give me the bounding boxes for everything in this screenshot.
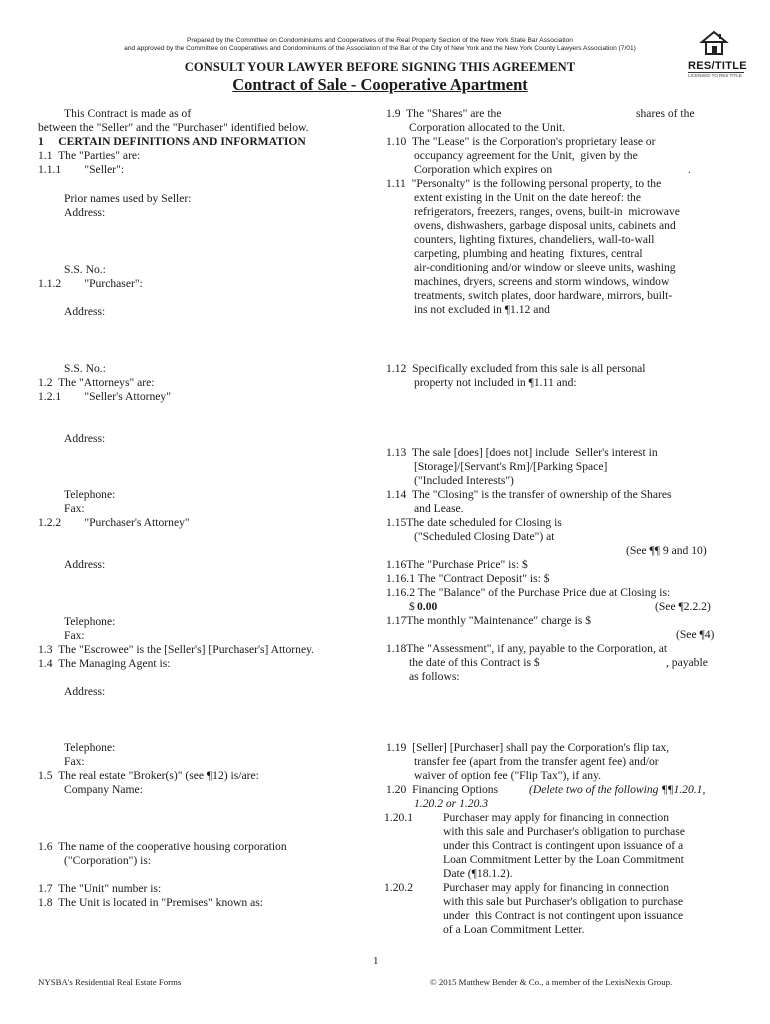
seller-attorney-address-label: Address: xyxy=(64,432,106,445)
managing-agent-fax-label: Fax: xyxy=(64,755,85,768)
clause-1-13: 1.13 The sale [does] [does not] include Seller's interest in xyxy=(386,446,658,459)
clause-1-20-2-line-1: Purchaser may apply for financing in connection xyxy=(443,881,670,894)
clause-1-18-line-3: as follows: xyxy=(409,670,460,683)
seller-attorney-telephone-label: Telephone: xyxy=(64,488,116,501)
clause-1-20-1-line-5: Date (¶18.1.2). xyxy=(443,867,513,880)
clause-1-7: 1.7 The "Unit" number is: xyxy=(38,882,162,895)
clause-1-16-2: 1.16.2 The "Balance" of the Purchase Price due at Closing is: xyxy=(386,586,671,599)
clause-1-14-cont: and Lease. xyxy=(414,502,464,515)
contract-intro: This Contract is made as of xyxy=(64,107,192,120)
clause-1-10-period: . xyxy=(688,163,691,176)
clause-1-20-delete-note-cont: 1.20.2 or 1.20.3 xyxy=(414,797,489,810)
clause-1-11-line-3: refrigerators, freezers, ranges, ovens, built-in microwave xyxy=(414,205,680,218)
clause-1-1-2: 1.1.2 "Purchaser": xyxy=(38,277,143,290)
clause-1-20-2-line-4: of a Loan Commitment Letter. xyxy=(443,923,585,936)
page-title: Contract of Sale - Cooperative Apartment xyxy=(232,75,528,94)
clause-1-2-1: 1.2.1 "Seller's Attorney" xyxy=(38,390,171,403)
clause-1-6-cont: ("Corporation") is: xyxy=(64,854,152,867)
clause-1-12-cont: property not included in ¶1.11 and: xyxy=(414,376,577,389)
purchaser-attorney-address-label: Address: xyxy=(64,558,106,571)
clause-1-12: 1.12 Specifically excluded from this sale is all personal xyxy=(386,362,646,375)
clause-1-16: 1.16The "Purchase Price" is: $ xyxy=(386,558,528,571)
clause-1-20-1-line-1: Purchaser may apply for financing in connection xyxy=(443,811,670,824)
clause-1-11-line-4: ovens, dishwashers, garbage disposal units, cabinets and xyxy=(414,219,676,232)
clause-1-14: 1.14 The "Closing" is the transfer of ownership of the Shares xyxy=(386,488,672,501)
clause-1-20-2-line-2: with this sale but Purchaser's obligation to purchase xyxy=(443,895,684,908)
contract-intro-cont: between the "Seller" and the "Purchaser" identified below. xyxy=(38,121,309,134)
clause-1-19: 1.19 [Seller] [Purchaser] shall pay the Corporation's flip tax, xyxy=(386,741,670,754)
clause-1-5: 1.5 The real estate "Broker(s)" (see ¶12) is/are: xyxy=(38,769,259,782)
clause-1-9-shares-of: shares of the xyxy=(636,107,695,120)
balance-dollar-sign: $ xyxy=(409,600,415,613)
clause-1-19-line-3: waiver of option fee ("Flip Tax"), if any. xyxy=(414,769,602,782)
clause-1-8: 1.8 The Unit is located in "Premises" known as: xyxy=(38,896,263,909)
clause-1-11-line-8: machines, dryers, screens and storm windows, window xyxy=(414,275,670,288)
purchaser-attorney-telephone-label: Telephone: xyxy=(64,615,116,628)
clause-1-9-cont: Corporation allocated to the Unit. xyxy=(409,121,566,134)
clause-1-20: 1.20 Financing Options xyxy=(386,783,499,796)
managing-agent-address-label: Address: xyxy=(64,685,106,698)
clause-1-20-1-line-3: under this Contract is contingent upon issuance of a xyxy=(443,839,684,852)
clause-1-1: 1.1 The "Parties" are: xyxy=(38,149,141,162)
clause-1-4: 1.4 The Managing Agent is: xyxy=(38,657,171,670)
clause-1-11-line-6: carpeting, plumbing and heating fixtures, central xyxy=(414,247,643,260)
clause-1-20-1-line-4: Loan Commitment Letter by the Loan Commitment xyxy=(443,853,684,866)
logo-subtext: LICENSED TO RES TITLE xyxy=(688,73,742,78)
clause-1-20-delete-note: (Delete two of the following ¶¶1.20.1, xyxy=(529,783,706,796)
prepared-by-line: Prepared by the Committee on Condominiums and Cooperatives of the Real Property Section of the New York State Bar Association xyxy=(187,37,573,44)
clause-1-17: 1.17The monthly "Maintenance" charge is $ xyxy=(386,614,592,627)
clause-1-20-2-number: 1.20.2 xyxy=(384,881,413,894)
clause-1-6: 1.6 The name of the cooperative housing corporation xyxy=(38,840,287,853)
clause-1-10-line-3: Corporation which expires on xyxy=(414,163,553,176)
clause-1-1-1: 1.1.1 "Seller": xyxy=(38,163,125,176)
approved-by-line: and approved by the Committee on Cooperatives and Condominiums of the Association of the Bar of the City of New York and the New York County Lawyers Association (7/01) xyxy=(124,45,636,52)
prior-names-label: Prior names used by Seller: xyxy=(64,192,192,205)
clause-1-15-see: (See ¶¶ 9 and 10) xyxy=(626,544,707,557)
clause-1-20-1-number: 1.20.1 xyxy=(384,811,413,824)
seller-ssn-label: S.S. No.: xyxy=(64,263,106,276)
clause-1-18: 1.18The "Assessment", if any, payable to the Corporation, at xyxy=(386,642,668,655)
clause-1-18-payable: , payable xyxy=(666,656,708,669)
purchaser-ssn-label: S.S. No.: xyxy=(64,362,106,375)
clause-1-16-2-see: (See ¶2.2.2) xyxy=(655,600,711,613)
clause-1-11-line-9: treatments, switch plates, door hardware, mirrors, built- xyxy=(414,289,673,302)
clause-1-13-line-3: ("Included Interests") xyxy=(414,474,514,487)
clause-1-15: 1.15The date scheduled for Closing is xyxy=(386,516,562,529)
page-number: 1 xyxy=(373,955,379,967)
clause-1-10: 1.10 The "Lease" is the Corporation's proprietary lease or xyxy=(386,135,656,148)
clause-1-11-line-2: extent existing in the Unit on the date hereof: the xyxy=(414,191,641,204)
footer-right: © 2015 Matthew Bender & Co., a member of the LexisNexis Group. xyxy=(430,977,673,987)
house-logo-icon xyxy=(698,28,730,58)
clause-1-17-see: (See ¶4) xyxy=(676,628,715,641)
purchaser-attorney-fax-label: Fax: xyxy=(64,629,85,642)
seller-address-label: Address: xyxy=(64,206,106,219)
clause-1-13-line-2: [Storage]/[Servant's Rm]/[Parking Space] xyxy=(414,460,608,473)
clause-1-2-2: 1.2.2 "Purchaser's Attorney" xyxy=(38,516,190,529)
section-1-heading: 1 CERTAIN DEFINITIONS AND INFORMATION xyxy=(38,135,306,148)
clause-1-2: 1.2 The "Attorneys" are: xyxy=(38,376,155,389)
managing-agent-telephone-label: Telephone: xyxy=(64,741,116,754)
clause-1-11-line-7: air-conditioning and/or window or sleeve units, washing xyxy=(414,261,676,274)
seller-attorney-fax-label: Fax: xyxy=(64,502,85,515)
clause-1-18-line-2: the date of this Contract is $ xyxy=(409,656,540,669)
clause-1-19-line-2: transfer fee (apart from the transfer agent fee) and/or xyxy=(414,755,659,768)
purchaser-address-label: Address: xyxy=(64,305,106,318)
consult-lawyer-notice: CONSULT YOUR LAWYER BEFORE SIGNING THIS AGREEMENT xyxy=(184,60,576,74)
clause-1-9: 1.9 The "Shares" are the xyxy=(386,107,502,120)
clause-1-11-line-10: ins not excluded in ¶1.12 and xyxy=(414,303,550,316)
clause-1-15-cont: ("Scheduled Closing Date") at xyxy=(414,530,555,543)
clause-1-16-1: 1.16.1 The "Contract Deposit" is: $ xyxy=(386,572,550,585)
clause-1-11: 1.11 "Personalty" is the following personal property, to the xyxy=(386,177,662,190)
clause-1-3: 1.3 The "Escrowee" is the [Seller's] [Purchaser's] Attorney. xyxy=(38,643,315,656)
clause-1-20-1-line-2: with this sale and Purchaser's obligation to purchase xyxy=(443,825,685,838)
clause-1-10-line-2: occupancy agreement for the Unit, given by the xyxy=(414,149,638,162)
balance-amount: 0.00 xyxy=(417,600,438,613)
clause-1-20-2-line-3: under this Contract is not contingent upon issuance xyxy=(443,909,684,922)
footer-left: NYSBA's Residential Real Estate Forms xyxy=(38,977,182,987)
company-name-label: Company Name: xyxy=(64,783,143,796)
clause-1-11-line-5: counters, lighting fixtures, chandeliers, wall-to-wall xyxy=(414,233,655,246)
restitle-logo-text: RES/TITLE xyxy=(688,60,747,72)
